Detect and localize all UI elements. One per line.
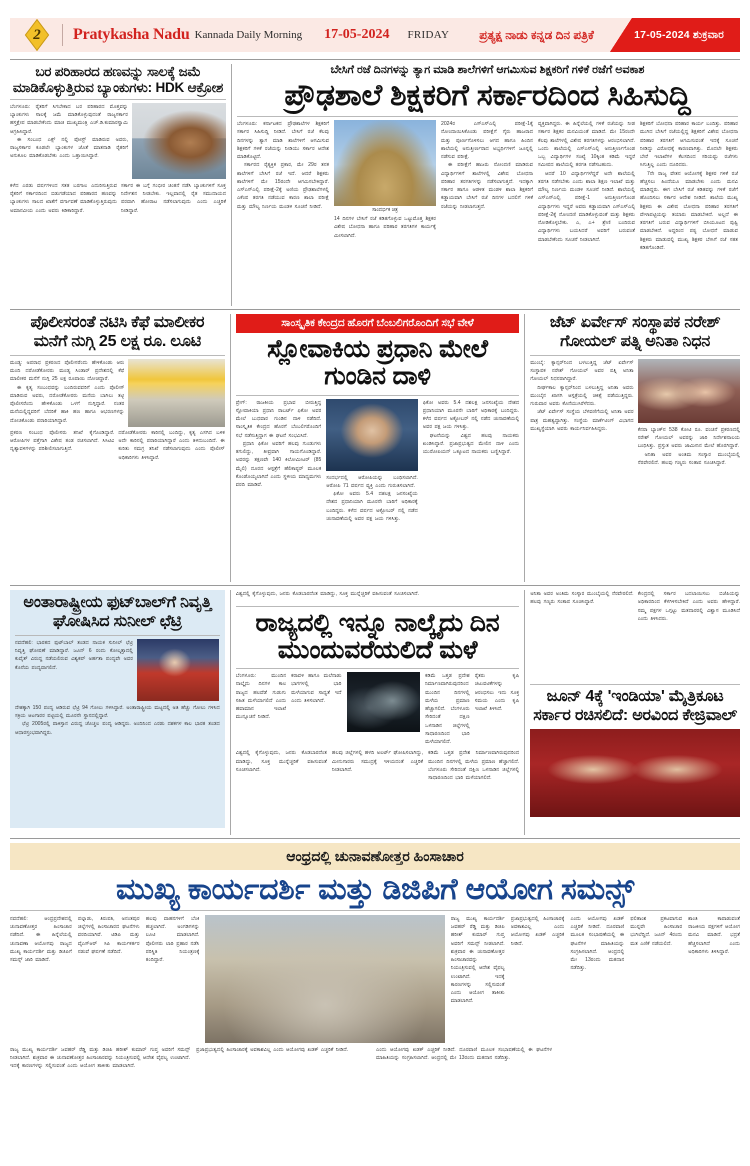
teachers-photo-caption: ಸಾಂದರ್ಭಿಕ ಚಿತ್ರ (372, 207, 398, 214)
andhra-photo (205, 915, 444, 1043)
column-rule-5 (524, 590, 525, 835)
jet-headline: ಗೋಯಲ್ ಪತ್ನಿ ಅನಿತಾ ನಿಧನ (560, 332, 711, 350)
andhra-foot-3: ಎಂದು ಆಯೋಗವು ಖಡಕ್ ಎಚ್ಚರಿಕೆ ನೀಡಿದೆ. ದೂರವಾಣಿ ಮೂಲಕ ಸಂಭಾಷಣೆಯಲ್ಲಿ ಈ ಘಟನೆಗಳ ಮಾಹಿತಿಯನ್ನು ಸಂಗ್ರಹಿಸಲಾಗಿದೆ. ಆಂಧ್ರದಲ್ಲಿ ಮೇ 13ರಂದು ಮತದಾನ ನಡೆದಿತ್ತು. (376, 1046, 552, 1062)
hdk-body-4: ಸರ್ಕಾರ ಈ ಬಗ್ಗೆ ಗಂಭೀರ ಚಿಂತನೆ ನಡೆಸಿ ಬ್ಯಾಂಕುಗಳಿಗೆ ಸೂಕ್ತ ನಿರ್ದೇಶನ ನೀಡಬೇಕು. ಇಲ್ಲವಾದಲ್ಲಿ ರೈತ ಸಮುದಾಯದ ಪರವಾಗಿ ಹೋರಾಟ ನಡೆಸಲಾಗುವುದು ಎಂದು ಎಚ್ಚರಿಕೆ ನೀಡಿದ್ದಾರೆ. (121, 182, 226, 214)
masthead-date-banner (610, 18, 740, 52)
kejriwal-top-rule (530, 684, 740, 685)
slovakia-body-5: ಫಿಕೋ ಅವರು 5.4 ದಶಲಕ್ಷ ಜನಸಂಖ್ಯೆಯ ದೇಶದ ಪ್ರಧಾನಿಯಾಗಿ ಮೂರನೇ ಬಾರಿಗೆ ಅಧಿಕಾರಕ್ಕೆ ಬಂದಿದ್ದರು. ಕಳೆದ ವರ್ಷದ ಅಕ್ಟೋಬರ್ ನಲ್ಲಿ ನಡೆದ ಚುನಾವಣೆಯಲ್ಲಿ ಅವರ ಪಕ್ಷ ಜಯ ಗಳಿಸಿತ್ತು. (422, 399, 520, 431)
article-kejriwal (530, 590, 740, 835)
kejriwal-pre-1: ಅನಿತಾ ಅವರ ಅಂತಿಮ ಸಂಸ್ಕಾರ ಮುಂಬೈಯಲ್ಲಿ ನೆರವೇರಲಿದೆ. ಹಲವು ಗಣ್ಯರು ಸಂತಾಪ ಸೂಚಿಸಿದ್ದಾರೆ. (530, 591, 634, 606)
jet-body-2: ದೀರ್ಘಕಾಲ ಕ್ಯಾನ್ಸರ್‌ನಿಂದ ಬಳಲುತ್ತಿದ್ದ ಅನಿತಾ ಅವರು ಮುಂಬೈನ ಖಾಸಗಿ ಆಸ್ಪತ್ರೆಯಲ್ಲಿ ಚಿಕಿತ್ಸೆ ಪಡೆಯುತ್ತಿದ್ದರು. ಗುರುವಾರ ಅವರು ಕೊನೆಯುಸಿರೆಳೆದರು. (530, 384, 634, 407)
robbery-body-1: ಮಂಡ್ಯ: ಅಪರಾಧ ಪ್ರಕರಣದ ಪೊಲೀಸರೆಂದು ಹೇಳಿಕೊಂಡು ಆರು ಮಂದಿ ದರೋಡೆಕೋರರು ಮಂಡ್ಯ ಸಿಂಡಾರ್ ಪ್ರದೇಶದಲ್ಲಿ ಕೆಫೆ ಮಾಲೀಕರ ಮನೆಗೆ ನುಗ್ಗಿ 25 ಲಕ್ಷ ರೂಪಾಯಿ ದೋಚಿದ್ದಾರೆ. (10, 359, 125, 383)
rain-body-2: ಕರಾವಳಿ ಹಾಗೂ ಮಲೆನಾಡು ಭಾಗಗಳಲ್ಲಿ ಭಾರಿ ಮಳೆಯಾಗುವ ಸಾಧ್ಯತೆ ಇದೆ ಎಂದು ತಿಳಿಸಲಾಗಿದೆ. (291, 673, 342, 704)
teachers-body3-1: ಶಿಕ್ಷಕರಿಗೆ ಬೋಧನಾ ಪರಿಹಾರ ಕಾರ್ಯ ಬಂದಿತ್ತು. ಪರಿಹಾರ ಮುಗಿದ ಬೇಸಿಗೆ ರಜೆಯಲ್ಲಿದ್ದ ಶಿಕ್ಷಕರಿಗೆ ವಿಶೇಷ ಬೋಧನಾ ಪರಿಹಾರ ತರಗತಿಗೆ ಆಗಮಿಸುವಂತೆ ಇದಕ್ಕೆ ಸೂಚನೆ ನೀಡಿದ್ದು ವಿರೋಧಕ್ಕೆ ಕಾರಣವಾಗಿತ್ತು. ಮೊದಲೇ ಶಿಕ್ಷಕರು ಬೇರೆ ಇಲಾಖೆಗಳ ಕೆಲಸದಿಂದ ಸರಿಯಷ್ಟು ರಜೆಗಳು ಸಿಗುತ್ತಿಲ್ಲ ಎಂದು ದೂರಿದರು. (640, 121, 738, 169)
andhra-foot-2: ಪ್ರಜಾಪ್ರಭುತ್ವದಲ್ಲಿ ಹಿಂಸಾಚಾರಕ್ಕೆ ಅವಕಾಶವಿಲ್ಲ ಎಂದು ಆಯೋಗವು ಖಡಕ್ ಎಚ್ಚರಿಕೆ ನೀಡಿದೆ. (196, 1046, 349, 1053)
newspaper-subtitle: Kannada Daily Morning (194, 29, 303, 41)
teachers-body2-2: ಆದರೆ 10 ವಿದ್ಯಾರ್ಥಿಗಳೆದ್ದರೆ ಅದೇ ಶಾಲೆಯಲ್ಲಿ ತರಗತಿ ನಡೆಸಬೇಕು ಎಂದು ಶಾಲಾ ಶಿಕ್ಷಣ ಇಲಾಖೆ ಮತ್ತು ಮೌಲ್ಯ ನಿರ್ಣಯ ಮಂಡಳಿ ಸೂಚನೆ ನೀಡಿದೆ. ಶಾಲೆಯಲ್ಲಿ ಎಸ್ಎಸ್ಎಲ್ಸಿ ಪರೀಕ್ಷೆ-1 ಅನುತ್ತೀರ್ಣಗೊಂಡ ವಿದ್ಯಾರ್ಥಿಗಳು ಇದ್ದರೆ ಅವರು ಕಡ್ಡಾಯವಾಗಿ ಎಸ್ಎಸ್ಎಲ್ಸಿ ಪರೀಕ್ಷೆ-2ಕ್ಕೆ ನೋಂದಣಿ ಮಾಡಿಕೊಳ್ಳುವಂತೆ ಮತ್ತು ಶಿಕ್ಷಕರು ನೋಡಿಕೊಳ್ಳಬೇಕು. ಎ, ಎ+ ಶ್ರೇಣಿ ಬಂದಿರುವ ವಿದ್ಯಾರ್ಥಿಗಳು ಬಯಸಿದರೆ ಅವರಿಗೆ ಬರುವಂತೆ ಮಾಡಬೇಕೆಂದು ಸೂಚನೆ ನೀಡಲಾಗಿದೆ. (538, 170, 635, 243)
jet-body-4: ಕೆನರಾ ಬ್ಯಾಂಕ್‌ನ 538 ಕೋಟಿ ರೂ. ವಂಚನೆ ಪ್ರಕರಣದಲ್ಲಿ ನರೇಶ್ ಗೋಯಲ್ ಅವರನ್ನು ಜಾರಿ ನಿರ್ದೇಶನಾಲಯ ಬಂಧಿಸಿತ್ತು. ಪ್ರಸ್ತುತ ಅವರು ಜಾಮೀನಿನ ಮೇಲೆ ಹೊರಗಿದ್ದಾರೆ. (637, 426, 740, 450)
slovakia-rule (236, 395, 519, 396)
rain-overflow-text: ವಿಶ್ವದಲ್ಲಿ ಕೈಗೊಳ್ಳುವುದು, ಜನರು ಕೊಡಬಾರದೆಂತ ಮಾಡಿದ್ದು, ಸೂಕ್ತ ಮುನ್ನೆಚ್ಚರಿಕೆ ವಹಿಸುವಂತೆ ಸೂಚಿಸಲಾಗಿದೆ. (235, 591, 420, 597)
hdk-photo (132, 103, 226, 179)
column-rule-1 (231, 64, 232, 306)
band-rule-2 (10, 585, 740, 586)
newspaper-page (10, 59, 740, 1071)
andhra-rule (10, 910, 740, 911)
slovakia-body-1: ಪ್ರೇಗ್: ರಾಜಕೀಯ ಪ್ರಭಾವ ಬೀರುತ್ತಿದ್ದ ಸ್ಲೋವಾಕಿಯಾ ಪ್ರಧಾನಿ ರಾಬರ್ಟ್ ಫಿಕೋ ಅವರ ಮೇಲೆ ಬುಧವಾರ ಗುಂಡಿನ ದಾಳಿ ನಡೆದಿದೆ. ಸಾಂಸ್ಕೃತಿಕ ಕೇಂದ್ರದ ಹೊರಗೆ ಬೆಂಬಲಿಗರೊಂದಿಗೆ ಸಭೆ ನಡೆಸುತ್ತಿದ್ದಾಗ ಈ ಘಟನೆ ಸಂಭವಿಸಿದೆ. (235, 399, 322, 439)
hdk-body-1: ಬೆಂಗಳೂರು: ರೈತರಿಗೆ ಸಿಗಬೇಕಾದ ಬರ ಪರಿಹಾರದ ಮೊತ್ತವನ್ನು ಬ್ಯಾಂಕುಗಳು ಸಾಲಕ್ಕೆ ಜಮೆ ಮಾಡಿಕೊಳ್ಳುವುದಂತೆ ರಾಜ್ಯಸರ್ಕಾರ ಹಸ್ತಕ್ಷೇಪ ಮಾಡಬೇಕೆಂದು ಮಾಜಿ ಮುಖ್ಯಮಂತ್ರಿ ಎಚ್.ಡಿ.ಕುಮಾರಸ್ವಾಮಿ ಆಗ್ರಹಿಸಿದ್ದಾರೆ. (10, 103, 128, 135)
kejriwal-kicker: ಸರ್ಕಾರ ರಚಿಸಲಿದೆ: ಅರವಿಂದ ಕೇಜ್ರಿವಾಲ್ (533, 706, 737, 724)
slovakia-photo (326, 399, 417, 471)
kejriwal-pre-2: ಕೇಂದ್ರದಲ್ಲಿ ಸರ್ಕಾರ ಬದಲಾಯಿಸಲು ಬಿಜೆಪಿಯನ್ನು ಅಧಿಕಾರದಿಂದ ಕೆಳಗಿಳಿಸಬೇಕಿದೆ ಎಂದು ಅವರು ಹೇಳಿದ್ದಾರೆ. ನಮ್ಮ ಪಕ್ಷಗಳ ಒಗ್ಗಟ್ಟು ಮತದಾರರಲ್ಲಿ ವಿಶ್ವಾಸ ಮೂಡಿಸಿದೆ ಎಂದು ತಿಳಿಸಿದರು. (637, 591, 740, 622)
top-rule (10, 59, 740, 60)
rain-body-6: ಹಲವು ಜಿಲ್ಲೆಗಳಲ್ಲಿ ಹಳದಿ ಅಲರ್ಟ್ ಘೋಷಿಸಲಾಗಿದ್ದು, ಮೀನುಗಾರರು ಸಮುದ್ರಕ್ಕೆ ಇಳಿಯದಂತೆ ಎಚ್ಚರಿಕೆ ನೀಡಲಾಗಿದೆ. (331, 750, 424, 773)
rain-photo (347, 672, 421, 732)
article-football (10, 590, 225, 835)
banner-slant-shape (610, 18, 632, 52)
football-body-2: ದೇಶಕ್ಕಾಗಿ 150 ಪಂದ್ಯ ಆಡಿರುವ ಛೆಟ್ರಿ 94 ಗೋಲು ಗಳಿಸಿದ್ದಾರೆ. ಅಂತಾರಾಷ್ಟ್ರೀಯ ಮಟ್ಟದಲ್ಲಿ ಅತಿ ಹೆಚ್ಚು ಗೋಲು ಗಳಿಸಿದ ಸಕ್ರಿಯ ಆಟಗಾರರ ಪಟ್ಟಿಯಲ್ಲಿ ಮೂರನೇ ಸ್ಥಾನದಲ್ಲಿದ್ದಾರೆ. (15, 704, 220, 719)
rain-body-4: ರೈತರು ಕೃಷಿ ಚಟುವಟಿಕೆಗಳನ್ನು ಆರಂಭಿಸಲು ಇದು ಸೂಕ್ತ ಸಮಯ ಎಂದು ಕೃಷಿ ಇಲಾಖೆ ತಿಳಿಸಿದೆ. (474, 673, 520, 712)
rain-body-3: ಕಡಿಮೆ ಒತ್ತಡ ಪ್ರದೇಶ ನಿರ್ಮಾಣವಾಗಿರುವುದರಿಂದ ಮುಂದಿನ ದಿನಗಳಲ್ಲಿ ಮಳೆಯ ಪ್ರಮಾಣ ಹೆಚ್ಚಾಗಲಿದೆ. ಬೆಂಗಳೂರು ಸೇರಿದಂತೆ ದಕ್ಷಿಣ ಒಳನಾಡಿನ ಜಿಲ್ಲೆಗಳಲ್ಲಿ ಸಾಧಾರಣದಿಂದ ಭಾರಿ ಮಳೆಯಾಗಲಿದೆ. (425, 673, 470, 745)
band-rule-1 (10, 309, 740, 310)
masthead (10, 18, 740, 52)
andhra-body-2: ಪಲ್ನಾಡು, ತಿರುಪತಿ, ಅನಂತಪುರ ಜಿಲ್ಲೆಗಳಲ್ಲಿ ಹಿಂಸಾಚಾರದ ಘಟನೆಗಳು ವರದಿಯಾಗಿವೆ. ಟಿಡಿಪಿ ಮತ್ತು ವೈಎಸ್ಆರ್ ಸಿಪಿ ಕಾರ್ಯಕರ್ತರ ನಡುವೆ ಘರ್ಷಣೆ ನಡೆದಿದೆ. (77, 915, 140, 955)
andhra-body-8: ಶಾಂತಿ ಕಾಪಾಡುವಂತೆ ರಾಜಕೀಯ ಪಕ್ಷಗಳಿಗೆ ಆಯೋಗ ಮನವಿ ಮಾಡಿದೆ. ಭದ್ರತೆ ಹೆಚ್ಚಿಸಲಾಗಿದೆ ಎಂದು ಅಧಿಕಾರಿಗಳು ತಿಳಿಸಿದ್ದಾರೆ. (688, 915, 740, 955)
band-lower (10, 590, 740, 835)
jet-body-5: ಅನಿತಾ ಅವರ ಅಂತಿಮ ಸಂಸ್ಕಾರ ಮುಂಬೈಯಲ್ಲಿ ನೆರವೇರಲಿದೆ. ಹಲವು ಗಣ್ಯರು ಸಂತಾಪ ಸೂಚಿಸಿದ್ದಾರೆ. (637, 451, 740, 466)
jet-kicker: ಜೆಟ್ ಏರ್ವೇಸ್ ಸಂಸ್ಥಾಪಕ ನರೇಶ್ (549, 314, 721, 331)
robbery-body-4: ದರೋಡೆಕೋರರು ಕಾರಿನಲ್ಲಿ ಬಂದಿದ್ದು, ಕೃತ್ಯ ಎಸಗಿದ ಬಳಿಕ ಅದೇ ಕಾರಿನಲ್ಲಿ ಪರಾರಿಯಾಗಿದ್ದಾರೆ ಎಂದು ತಿಳಿದುಬಂದಿದೆ. ಈ ಕುರಿತು ಸಮಗ್ರ ತನಿಖೆ ನಡೆಸಲಾಗುವುದು ಎಂದು ಪೊಲೀಸ್ ಅಧಿಕಾರಿಗಳು ತಿಳಿಸಿದ್ದಾರೆ. (118, 429, 225, 461)
teachers-body-5: 14 ದಿನಗಳ ಬೇಸಿಗೆ ರಜೆ ಕಡಿತಗೊಳ್ಳುವ ಒಟ್ಟುಮೊತ್ತ ಶಿಕ್ಷಕರ ವಿಶೇಷ ಬೋಧನಾ ಹಾಗೂ ಪರಿಹಾರ ತರಗತಿಗಳ ಕಾರ್ಯಕ್ಕೆ ಮೀಸಲಾಗಿದೆ. (334, 216, 436, 239)
andhra-body-3: ಹಲವು ವಾಹನಗಳಿಗೆ ಬೆಂಕಿ ಹಚ್ಚಲಾಗಿದೆ. ಅಂಗಡಿಗಳನ್ನು ಲೂಟಿ ಮಾಡಲಾಗಿದೆ. ಪೊಲೀಸರು ಲಾಠಿ ಪ್ರಹಾರ ನಡೆಸಿ ಪರಿಸ್ಥಿತಿ ನಿಯಂತ್ರಣಕ್ಕೆ ತಂದಿದ್ದಾರೆ. (145, 915, 200, 964)
rain-body-5: ವಿಶ್ವದಲ್ಲಿ ಕೈಗೊಳ್ಳುವುದು, ಜನರು ಕೊಡಬಾರದೆಂತ ಮಾಡಿದ್ದು, ಸೂಕ್ತ ಮುನ್ನೆಚ್ಚರಿಕೆ ವಹಿಸುವಂತೆ ಸೂಚಿಸಲಾಗಿದೆ. (235, 750, 327, 773)
teachers-rule (237, 116, 738, 117)
band-rule-3 (10, 838, 740, 839)
hdk-headline: ಬರ ಪರಿಹಾರದ ಹಣವನ್ನು ಸಾಲಕ್ಕೆ ಜಮೆ ಮಾಡಿಕೊಳ್ಳುತ್ತಿರುವ ಬ್ಯಾಂಕುಗಳು: HDK ಆಕ್ರೋಶ (12, 64, 224, 95)
robbery-photo (128, 359, 224, 427)
teachers-body-2: ಸರ್ಕಾರದ ರೈತ್ಯಕ್ತಿಕ ಪ್ರಕಾರ, ಮೇ 29ರ ತನಕ ಶಾಲೆಗಳಿಗೆ ಬೇಸಿಗೆ ರಜೆ ಇದೆ. ಆದರೆ ಶಿಕ್ಷಕರು ಶಾಲೆಗಳಿಗೆ ಮೇ 15ರಂದೇ ಆಗಮಿಸಬೇಕಿದ್ದಾರೆ. ಎಸ್ಎಸ್ಎಲ್ಸಿ ಪರೀಕ್ಷೆ-2ಕ್ಕೆ ಅಣಿಯ ಪ್ರೌಢಶಾಲೆಗಳಲ್ಲಿ ಎಕೆಂಪ ತರಗತಿ ನಡೆಯುವ ಕಾರಣ ಶಾಲಾ ಪರೀಕ್ಷೆ ಮತ್ತು ಮೌಲ್ಯ ನಿರ್ಣಯ ಮಂಡಳಿ ಸೂಚನೆ ನೀಡಿದೆ. (237, 162, 329, 210)
andhra-body-4: ರಾಜ್ಯ ಮುಖ್ಯ ಕಾರ್ಯದರ್ಶಿ ಜವಹರ್ ರೆಡ್ಡಿ ಮತ್ತು ಡಿಜಿಪಿ ಹರೀಶ್ ಕುಮಾರ್ ಗುಪ್ತ ಅವರಿಗೆ ಸಮನ್ಸ್ ನೀಡಲಾಗಿದೆ. ಶುಕ್ರವಾರ ಈ ಚುನಾವಣೋತ್ತರ ಹಿಂಸಾಚಾರವನ್ನು ನಿಯಂತ್ರಿಸುವಲ್ಲಿ ಆದೇಶ ವೈಫಲ್ಯ ಉಂಟಾಗಿದೆ. ಇದಕ್ಕೆ ಕಾರಣಗಳನ್ನು ಸಲ್ಲಿಸುವಂತೆ ಎಂದು ಆಯೋಗ ತಾಕೀತು ಮಾಡಲಾಗಿದೆ. (450, 915, 505, 1005)
newspaper-title: Pratykasha Nadu (73, 26, 190, 43)
andhra-body-1: ನವದೆಹಲಿ: ಆಂಧ್ರಪ್ರದೇಶದಲ್ಲಿ ಚುನಾವಣೋತ್ತರ ಹಿಂಸಾಚಾರ ನಡೆದಿದೆ. ಈ ಹಿನ್ನೆಲೆಯಲ್ಲಿ ಚುನಾವಣಾ ಆಯೋಗವು ರಾಜ್ಯದ ಮುಖ್ಯ ಕಾರ್ಯದರ್ಶಿ ಮತ್ತು ಡಿಜಿಪಿಗೆ ಸಮನ್ಸ್ ಜಾರಿ ಮಾಡಿದೆ. (10, 915, 72, 964)
robbery-headline: ಪೊಲೀಸರಂತೆ ನಟಿಸಿ ಕೆಫೆ ಮಾಲೀಕರ ಮನೆಗೆ ನುಗ್ಗಿ 25 ಲಕ್ಷ ರೂ. ಲೂಟಿ (30, 314, 205, 350)
article-slovakia (236, 314, 519, 582)
band-top (10, 64, 740, 306)
robbery-body-3: ಪ್ರಕರಣ ಸಂಬಂಧ ಪೊಲೀಸರು ತನಿಖೆ ಕೈಗೊಂಡಿದ್ದಾರೆ. ಆರೋಪಿಗಳ ಪತ್ತೆಗಾಗಿ ವಿಶೇಷ ತಂಡ ರಚಿಸಲಾಗಿದೆ. ಸಿಸಿಟಿವಿ ದೃಶ್ಯಾವಳಿಗಳನ್ನು ಪರಿಶೀಲಿಸಲಾಗುತ್ತಿದೆ. (10, 429, 115, 453)
teachers-body-3: 2024ರ ಎಸ್ಎಸ್ಎಲ್ಸಿ ಪರೀಕ್ಷೆ-1ಕ್ಕೆ ನೋಂದಾಯಿಸಿಕೊಂಡು ಪರೀಕ್ಷೆಗೆ ಗೈರು ಹಾಜರಾದ ಮತ್ತು ಪೂರ್ಣಗೊಳಿಸಲು ಆಗದ ಹಾಗೂ ಹಿಂದಿನ ಶಾಲೆಯಲ್ಲಿ ಅನುತ್ತೀರ್ಣರಾದ ಅಭ್ಯರ್ಥಿಗಳಿಗೆ ಜೂನ್ನಲ್ಲಿ ನಡೆಸುವ ಪರೀಕ್ಷೆ. (441, 121, 533, 161)
page-number: 2 (33, 26, 41, 43)
teachers-photo (334, 120, 436, 206)
kejriwal-headline: ಜೂನ್ 4ಕ್ಕೆ 'ಇಂಡಿಯಾ' ಮೈತ್ರಿಕೂಟ (546, 688, 724, 705)
hdk-body-3: ಕಳೆದ ಎರಡು ವರ್ಷಗಳಿಂದ ಸತತ ಬರಗಾಲ ಎದುರಿಸುತ್ತಿರುವ ರೈತರಿಗೆ ಸರ್ಕಾರದಿಂದ ಬಿಡುಗಡೆಯಾದ ಪರಿಹಾರದ ಹಣವನ್ನು ಬ್ಯಾಂಕುಗಳು ಸಾಲದ ಖಾತೆಗೆ ವರ್ಗಾವಣೆ ಮಾಡಿಕೊಳ್ಳುತ್ತಿರುವುದು ಅಮಾನವೀಯ ಎಂದು ಅವರು ಕಿಡಿಕಾರಿದ್ದಾರೆ. (10, 182, 117, 214)
rain-rule (236, 668, 519, 669)
page-number-badge (22, 20, 52, 50)
article-teachers (237, 64, 738, 306)
band-middle (10, 314, 740, 582)
article-robbery (10, 314, 225, 582)
slovakia-body-4: ಫಿಕೋ ಅವರು 5.4 ದಶಲಕ್ಷ ಜನಸಂಖ್ಯೆಯ ದೇಶದ ಪ್ರಧಾನಿಯಾಗಿ ಮೂರನೇ ಬಾರಿಗೆ ಅಧಿಕಾರಕ್ಕೆ ಬಂದಿದ್ದರು. ಕಳೆದ ವರ್ಷದ ಅಕ್ಟೋಬರ್ ನಲ್ಲಿ ನಡೆದ ಚುನಾವಣೆಯಲ್ಲಿ ಅವರ ಪಕ್ಷ ಜಯ ಗಳಿಸಿತ್ತು. (326, 491, 418, 522)
slovakia-kicker: ಸಾಂಸ್ಕೃತಿಕ ಕೇಂದ್ರದ ಹೊರಗೆ ಬೆಂಬಲಿಗರೊಂದಿಗೆ ಸಭೆ ವೇಳೆ (236, 314, 519, 333)
jet-body-1: ಮುಂಬೈ: ಕ್ಯಾನ್ಸರ್‌ನಿಂದ ಬಳಲುತ್ತಿದ್ದ ಜೆಟ್ ಏರ್ವೇಸ್ ಸಂಸ್ಥಾಪಕ ನರೇಶ್ ಗೋಯಲ್ ಅವರ ಪತ್ನಿ ಅನಿತಾ ಗೋಯಲ್ ನಿಧನರಾಗಿದ್ದಾರೆ. (530, 359, 634, 383)
andhra-kicker: ಆಂಧ್ರದಲ್ಲಿ ಚುನಾವಣೋತ್ತರ ಹಿಂಸಾಚಾರ (10, 843, 740, 870)
article-hdk (10, 64, 226, 306)
teachers-kicker: ಬೇಸಿಗೆ ರಜೆ ದಿನಗಳನ್ನು ತ್ಯಾಗ ಮಾಡಿ ಶಾಲೆಗಳಿಗೆ ಆಗಮಿಸುವ ಶಿಕ್ಷಕರಿಗೆ ಗಳಿಕೆ ರಜೆಗೆ ಅವಕಾಶ (330, 64, 645, 76)
football-photo (137, 639, 219, 701)
teachers-body-4: ಈ ಪರೀಕ್ಷೆಗೆ ಹಾಜರು ನೋಂದಣಿ ಮಾಡಿರುವ ವಿದ್ಯಾರ್ಥಿಗಳಿಗೆ ಶಾಲೆಗಳಲ್ಲಿ ವಿಶೇಷ ಬೋಧನಾ ಪರಿಹಾರ ತರಗತಿಗಳನ್ನು ನಡೆಸಲಾಗುತ್ತದೆ. ಇದಕ್ಕಾಗಿ ಸರ್ಕಾರ ಹಾಗೂ ಆಡಳಿತ ಮಂಡಳಿ ಶಾಲಾ ಶಿಕ್ಷಕರಿಗೆ ಕಡ್ಡಾಯವಾಗಿ ಬೇಸಿಗೆ ರಜೆ ದಿನಗಳ ಬದಲಿಗೆ ಗಳಿಕೆ ರಜೆಯನ್ನು ನೀಡಲಾಗುತ್ತದೆ. (441, 162, 533, 210)
football-box (10, 590, 225, 828)
masthead-kannada-title: ಪ್ರತ್ಯಕ್ಷ ನಾಡು ಕನ್ನಡ ದಿನ ಪತ್ರಿಕೆ (479, 27, 594, 42)
masthead-date-badge: 17-05-2024 ಶುಕ್ರವಾರ (632, 18, 740, 52)
andhra-foot-1: ರಾಜ್ಯ ಮುಖ್ಯ ಕಾರ್ಯದರ್ಶಿ ಜವಹರ್ ರೆಡ್ಡಿ ಮತ್ತು ಡಿಜಿಪಿ ಹರೀಶ್ ಕುಮಾರ್ ಗುಪ್ತ ಅವರಿಗೆ ಸಮನ್ಸ್ ನೀಡಲಾಗಿದೆ. ಶುಕ್ರವಾರ ಈ ಚುನಾವಣೋತ್ತರ ಹಿಂಸಾಚಾರವನ್ನು ನಿಯಂತ್ರಿಸುವಲ್ಲಿ ಆದೇಶ ವೈಫಲ್ಯ ಉಂಟಾಗಿದೆ. ಇದಕ್ಕೆ ಕಾರಣಗಳನ್ನು ಸಲ್ಲಿಸುವಂತೆ ಎಂದು ಆಯೋಗ ತಾಕೀತು ಮಾಡಲಾಗಿದೆ. (10, 1046, 190, 1070)
rain-top-rule (236, 606, 519, 607)
andhra-headline: ಮುಖ್ಯ ಕಾರ್ಯದರ್ಶಿ ಮತ್ತು ಡಿಜಿಪಿಗೆ ಆಯೋಗ ಸಮನ್ಸ್ (115, 872, 635, 906)
article-jetairways (530, 314, 740, 582)
column-rule-4 (230, 590, 231, 835)
jet-body-3: ಜೆಟ್ ಏರ್ವೇಸ್ ಸಂಸ್ಥೆಯ ಬೆಳವಣಿಗೆಯಲ್ಲಿ ಅನಿತಾ ಅವರ ಪಾತ್ರ ಮಹತ್ವದ್ದಾಗಿತ್ತು. ಸಂಸ್ಥೆಯ ಮಾರ್ಕೆಟಿಂಗ್ ವಿಭಾಗದ ಮುಖ್ಯಸ್ಥೆಯಾಗಿ ಅವರು ಕಾರ್ಯನಿರ್ವಹಿಸಿದ್ದರು. (530, 409, 634, 432)
andhra-body-5: ಪ್ರಜಾಪ್ರಭುತ್ವದಲ್ಲಿ ಹಿಂಸಾಚಾರಕ್ಕೆ ಅವಕಾಶವಿಲ್ಲ ಎಂದು ಆಯೋಗವು ಖಡಕ್ ಎಚ್ಚರಿಕೆ ನೀಡಿದೆ. (510, 915, 565, 947)
rain-headline: ರಾಜ್ಯದಲ್ಲಿ ಇನ್ನೂ ನಾಲ್ಕೈದು ದಿನ ಮುಂದುವರೆಯಲಿದೆ ಮಳೆ (255, 609, 500, 664)
football-body-1: ನವದೆಹಲಿ: ಭಾರತದ ಫುಟ್‌ಬಾಲ್ ತಂಡದ ನಾಯಕ ಸುನೀಲ್ ಛೆಟ್ರಿ ನಿವೃತ್ತಿ ಘೋಷಣೆ ಮಾಡಿದ್ದಾರೆ. ಜೂನ್ 6 ರಂದು ಕೋಲ್ಕತ್ತಾದಲ್ಲಿ ಕುವೈತ್ ವಿರುದ್ಧ ನಡೆಯಲಿರುವ ವಿಶ್ವಕಪ್ ಅರ್ಹತಾ ಪಂದ್ಯವೇ ಅವರ ಕೊನೆಯ ಪಂದ್ಯವಾಗಲಿದೆ. (15, 639, 133, 671)
jet-rule (530, 355, 740, 356)
slovakia-body-3: ಸಂದರ್ಭದಲ್ಲಿ ಆರೋಪಿಯನ್ನು ಬಂಧಿಸಲಾಗಿದೆ. ಆರೋಪಿ 71 ವರ್ಷದ ವ್ಯಕ್ತಿ ಎಂದು ಗುರುತಿಸಲಾಗಿದೆ. (326, 474, 418, 489)
article-andhra (10, 843, 740, 1071)
slovakia-body-2: ಪ್ರಧಾನಿ ಫಿಕೋ ಅವರಿಗೆ ಹಲವು ಗುಂಡುಗಳು ತಗುಲಿದ್ದು, ತೀವ್ರವಾಗಿ ಗಾಯಗೊಂಡಿದ್ದಾರೆ. ಅವರನ್ನು ತಕ್ಷಣವೇ 140 ಕಿಲೋಮೀಟರ್ (85 ಮೈಲಿ) ದೂರದ ಆಸ್ಪತ್ರೆಗೆ ಹೆಲಿಕಾಪ್ಟರ್ ಮೂಲಕ ಕೊಂಡೊಯ್ಯಲಾಗಿದೆ ಎಂದು ಸ್ಥಳೀಯ ಮಾಧ್ಯಮಗಳು ವರದಿ ಮಾಡಿವೆ. (235, 440, 322, 489)
jet-photo (638, 359, 740, 423)
masthead-divider (62, 24, 63, 46)
teachers-body2-1: ವ್ಯಕ್ತವಾಗಿದ್ದರು. ಈ ಹಿನ್ನೆಲೆಯಲ್ಲಿ ಗಳಿಕೆ ರಜೆಯನ್ನು ನೀಡ ಸರ್ಕಾರ ಶಿಕ್ಷಕರ ಮನವಿಯಂತೆ ಮಾಡಿದೆ. ಮೇ 15ರಂದೇ ಕೆಲವು ಶಾಲೆಗಳಲ್ಲಿ ವಿಶೇಷ ತರಗತಿಗಳನ್ನು ಆರಂಭಿಸಲಾಗಿದೆ. ಒಂದು ಶಾಲೆಯಲ್ಲಿ ಎಸ್ಎಸ್ಎಲ್ಸಿ ಅನುತ್ತೀರ್ಣಗೊಂಡ ಒಬ್ಬ ವಿದ್ಯಾರ್ಥಿಗಳ ಸಂಖ್ಯೆ 10ಕ್ಕಿಂತ ಕಡಿಮೆ ಇದ್ದರೆ ಸಮೀಪದ ಶಾಲೆಯಲ್ಲಿ ತರಗತಿ ನಡೆಸಬಹುದು. (538, 121, 635, 169)
teachers-headline: ಪ್ರೌಢಶಾಲೆ ಶಿಕ್ಷಕರಿಗೆ ಸರ್ಕಾರದಿಂದ ಸಿಹಿಸುದ್ದಿ (284, 78, 691, 112)
football-body-3: ಛೆಟ್ರಿ 2005ರಲ್ಲಿ ಪಾಕಿಸ್ತಾನ ವಿರುದ್ಧ ಚೊಚ್ಚಲ ಪಂದ್ಯ ಆಡಿದ್ದರು. ಅಂದಿನಿಂದ ಎರಡು ದಶಕಗಳ ಕಾಲ ಭಾರತ ತಂಡದ ಆಧಾರಸ್ತಂಭವಾಗಿದ್ದರು. (15, 721, 220, 736)
robbery-rule (10, 355, 225, 356)
slovakia-body-6: ಘಟನೆಯನ್ನು ವಿಶ್ವದ ಹಲವು ನಾಯಕರು ಖಂಡಿಸಿದ್ದಾರೆ. ಪ್ರಜಾಪ್ರಭುತ್ವದ ಮೇಲಿನ ದಾಳಿ ಎಂದು ಯುರೋಪಿಯನ್ ಒಕ್ಕೂಟದ ನಾಯಕರು ಬಣ್ಣಿಸಿದ್ದಾರೆ. (422, 432, 520, 456)
robbery-body-2: ಈ ಕೃತ್ಯ ಸಂಬಂಧವನ್ನು ಬಂದಿರುವವರಿಗೆ ಎಂದು ಪೊಲೀಸ್ ಮಾಡಿರುವ ಅವರು, ದರೋಡೆಕೋರರು ಮನೆಯ ಬಾಗಿಲು ತಟ್ಟಿ ಪೊಲೀಸರೆಂದು ಹೇಳಿಕೊಂಡು ಒಳಗೆ ನುಗ್ಗಿದ್ದಾರೆ. ನಂತರ ಮನೆಯಲ್ಲಿದ್ದವರಿಗೆ ಬೆದರಿಕೆ ಹಾಕಿ ಹಣ ಹಾಗೂ ಆಭರಣಗಳನ್ನು ದೋಚಿಕೊಂಡು ಪರಾರಿಯಾಗಿದ್ದಾರೆ. (10, 384, 125, 424)
teachers-body3-2: 7ನೇ ರಾಜ್ಯ ವೇತನ ಆಯೋಗಕ್ಕೆ ಶಿಕ್ಷಕರ ಗಳಿಕೆ ರಜೆ ಹೆಚ್ಚಿಸಲು ಹಿಂದೆಯೂ ಮಾಡಬೇಕು ಎಂದು ಮನವಿ ಮಾಡಿದ್ದರು. ಈಗ ಬೇಸಿಗೆ ರಜೆ ಕಡಿತವನ್ನು ಗಳಿಕೆ ರಜೆಗೆ ಹೊಂದಿಸಲು ಸರ್ಕಾರ ಆದೇಶ ನೀಡಿದೆ. ಶಾಲೆಯ ಮುಖ್ಯ ಶಿಕ್ಷಕರು ಈ ವಿಶೇಷ ಬೋಧನಾ ಪರಿಹಾರ ತರಗತಿಗೆ ವೇಳಾಪಟ್ಟಿಯನ್ನು ತಯಾರು ಮಾಡಬೇಕಿದೆ. ಅಲ್ಲದೆ ಈ ತರಗತಿಗೆ ಬರುವ ವಿದ್ಯಾರ್ಥಿಗಳಿಗೆ ಬಿಸಿಯೂಟದ ಪುಷ್ಟಿ ಮಾಡಬೇಕಿದೆ. ಅದ್ದರಿಂದ ಪಠ್ಯ ಬೋಧನೆ ಮಾಡುವ ಶಿಕ್ಷಕರು ಮಾಡುವಲ್ಲಿ ಮುಖ್ಯ ಶಿಕ್ಷಕರ ಬೇಸಿಗೆ ರಜೆ ಸತತ ಕಡಿತಗೊಂಡಿದೆ. (640, 170, 738, 251)
football-headline: ಅಂತಾರಾಷ್ಟ್ರೀಯ ಫುಟ್‌ಬಾಲ್‌ಗೆ ನಿವೃತ್ತಿ ಘೋಷಿಸಿದ ಸುನೀಲ್ ಛೆಟ್ರಿ (23, 594, 212, 630)
rain-body-1: ಬೆಂಗಳೂರು: ಮುಂದಿನ ನಾಲ್ಕೈದು ದಿನಗಳ ಕಾಲ ರಾಜ್ಯದ ಹಲವೆಡೆ ಗುಡುಗು ಸಹಿತ ಮಳೆಯಾಗಲಿದೆ ಎಂದು ಹವಾಮಾನ ಇಲಾಖೆ ಮುನ್ಸೂಚನೆ ನೀಡಿದೆ. (235, 673, 287, 721)
masthead-day: FRIDAY (407, 29, 450, 41)
hdk-body-2: ಈ ಸಂಬಂಧ ಎಕ್ಸ್ ನಲ್ಲಿ ಪೋಸ್ಟ್ ಮಾಡಿರುವ ಅವರು, ರಾಜ್ಯಸರ್ಕಾರ ಕೂಡಲೇ ಬ್ಯಾಂಕುಗಳ ಜೊತೆ ಮಾತನಾಡಿ ರೈತರಿಗೆ ಅನುಕೂಲ ಮಾಡಿಕೊಡಬೇಕು ಎಂದು ಒತ್ತಾಯಿಸಿದ್ದಾರೆ. (10, 136, 128, 160)
article-rain (236, 590, 519, 835)
column-rule-2 (230, 314, 231, 582)
rain-body-7: ಕಡಿಮೆ ಒತ್ತಡ ಪ್ರದೇಶ ನಿರ್ಮಾಣವಾಗಿರುವುದರಿಂದ ಮುಂದಿನ ದಿನಗಳಲ್ಲಿ ಮಳೆಯ ಪ್ರಮಾಣ ಹೆಚ್ಚಾಗಲಿದೆ. ಬೆಂಗಳೂರು ಸೇರಿದಂತೆ ದಕ್ಷಿಣ ಒಳನಾಡಿನ ಜಿಲ್ಲೆಗಳಲ್ಲಿ ಸಾಧಾರಣದಿಂದ ಭಾರಿ ಮಳೆಯಾಗಲಿದೆ. (428, 750, 520, 781)
hdk-rule (10, 99, 226, 100)
andhra-body-7: ಫಲಿತಾಂಶ ಪ್ರಕಟವಾಗುವ ಮುನ್ನವೇ ಹಿಂಸಾಚಾರ ಭುಗಿಲೆದ್ದಿದೆ. ಜೂನ್ 4ರಂದು ಮತ ಎಣಿಕೆ ನಡೆಯಲಿದೆ. (630, 915, 683, 947)
column-rule-3 (524, 314, 525, 582)
andhra-body-6: ಎಂದು ಆಯೋಗವು ಖಡಕ್ ಎಚ್ಚರಿಕೆ ನೀಡಿದೆ. ದೂರವಾಣಿ ಮೂಲಕ ಸಂಭಾಷಣೆಯಲ್ಲಿ ಈ ಘಟನೆಗಳ ಮಾಹಿತಿಯನ್ನು ಸಂಗ್ರಹಿಸಲಾಗಿದೆ. ಆಂಧ್ರದಲ್ಲಿ ಮೇ 13ರಂದು ಮತದಾನ ನಡೆದಿತ್ತು. (570, 915, 625, 972)
teachers-body-1: ಬೆಂಗಳೂರು: ಕರ್ನಾಟಕದ ಪ್ರೌಢಶಾಲೆಗಳ ಶಿಕ್ಷಕರಿಗೆ ಸರ್ಕಾರ ಸಿಹಿಸುದ್ದಿ ನೀಡಿದೆ. ಬೇಸಿಗೆ ರಜೆ ಕೆಲವು ದಿನಗಳನ್ನು ತ್ಯಾಗ ಮಾಡಿ ಶಾಲೆಗಳಿಗೆ ಆಗಮಿಸುವ ಶಿಕ್ಷಕರಿಗೆ ಗಳಿಕೆ ರಜೆಯನ್ನು ನೀಡಿಯು ಸರ್ಕಾರ ಆದೇಶ ಮಾಡಿಕೊಟ್ಟಿದೆ. (237, 121, 329, 161)
kejriwal-photo (530, 729, 740, 817)
slovakia-headline: ಸ್ಲೋವಾಕಿಯ ಪ್ರಧಾನಿ ಮೇಲೆ ಗುಂಡಿನ ದಾಳಿ (267, 334, 488, 391)
masthead-date: 17-05-2024 (324, 27, 390, 42)
football-rule (15, 635, 220, 636)
